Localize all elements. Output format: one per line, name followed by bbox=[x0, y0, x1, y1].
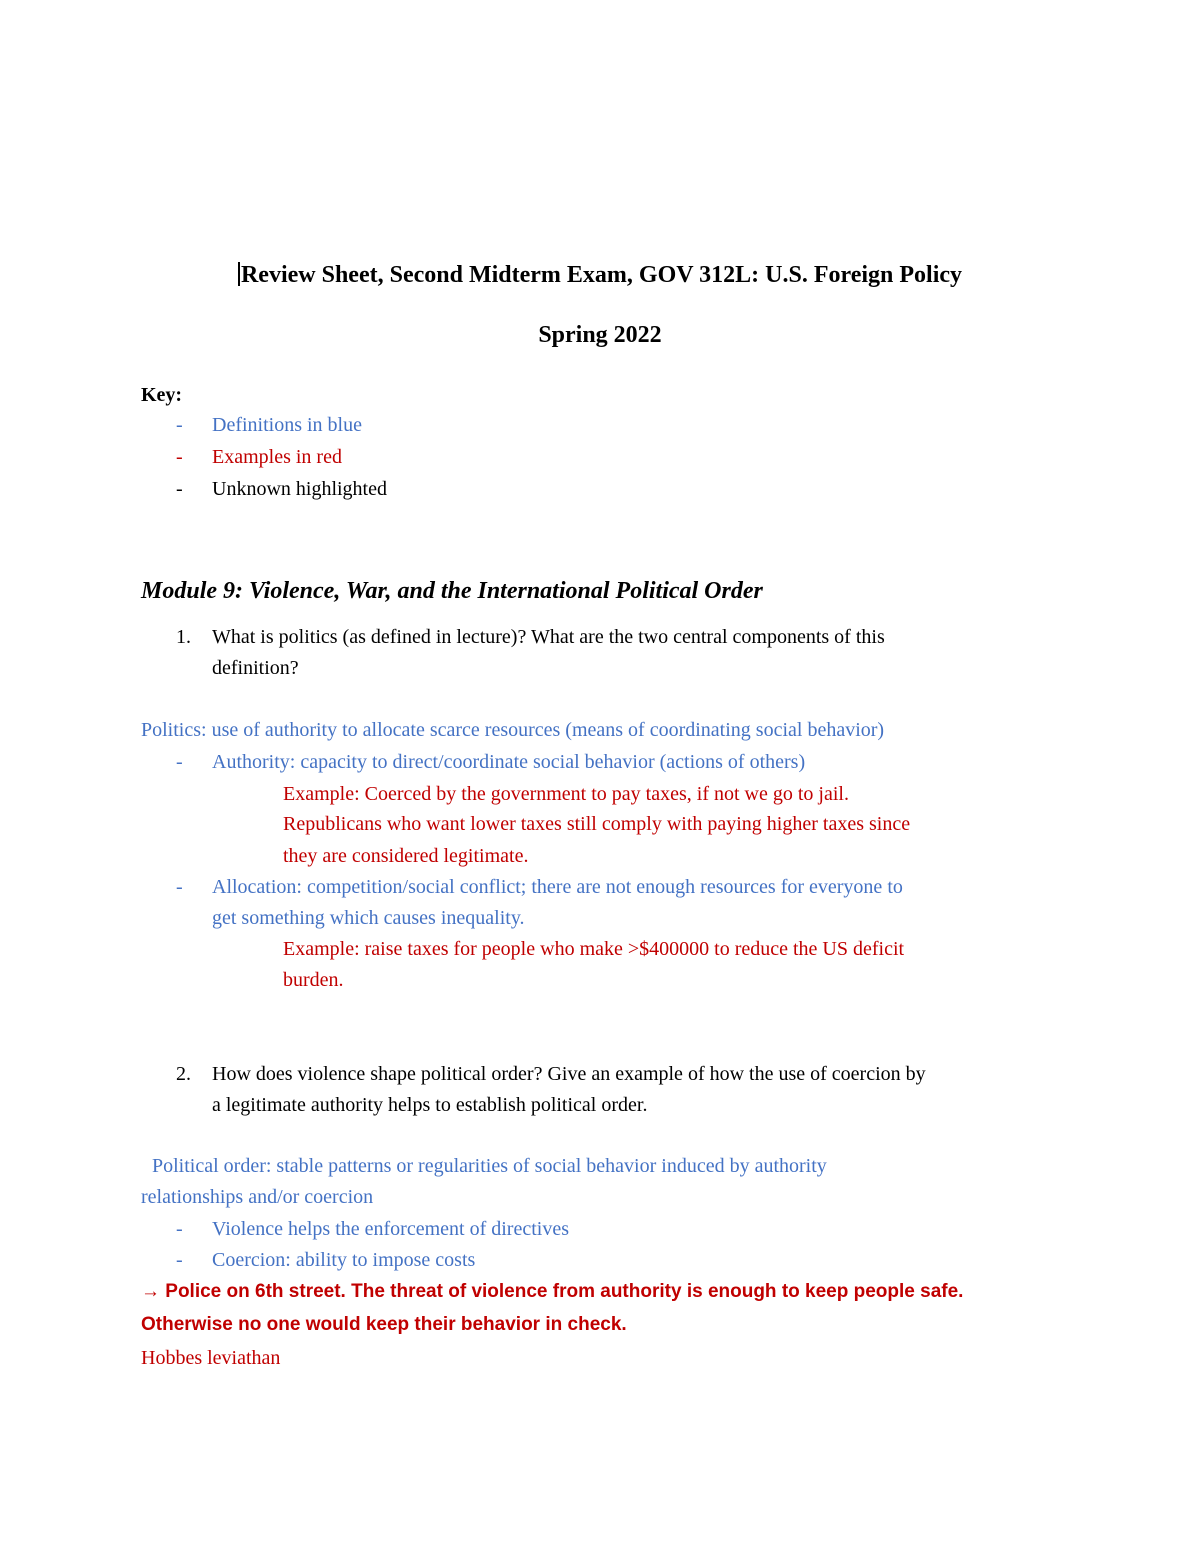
key-label: Key: bbox=[141, 384, 183, 406]
question-1-line-1: What is politics (as defined in lecture)? What are the two central components of this bbox=[212, 626, 885, 648]
bullet-dash: - bbox=[176, 1218, 183, 1240]
political-order-definition-line-1: Political order: stable patterns or regularities of social behavior induced by authority bbox=[152, 1155, 827, 1177]
authority-example-line-1: Example: Coerced by the government to pay taxes, if not we go to jail. bbox=[283, 783, 849, 805]
document-title: Review Sheet, Second Midterm Exam, GOV 312L: U.S. Foreign Policy bbox=[0, 262, 1200, 289]
bullet-dash: - bbox=[176, 751, 183, 773]
police-example-line-2: Otherwise no one would keep their behavior in check. bbox=[141, 1314, 627, 1335]
key-item-examples: Examples in red bbox=[212, 446, 342, 468]
coercion-bullet: Coercion: ability to impose costs bbox=[212, 1249, 476, 1271]
question-1-line-2: definition? bbox=[212, 657, 299, 679]
authority-example-line-3: they are considered legitimate. bbox=[283, 845, 529, 867]
key-item-definitions: Definitions in blue bbox=[212, 414, 362, 436]
violence-bullet: Violence helps the enforcement of directives bbox=[212, 1218, 569, 1240]
key-item-unknown: Unknown highlighted bbox=[212, 478, 387, 500]
bullet-dash: - bbox=[176, 478, 183, 500]
allocation-definition-line-2: get something which causes inequality. bbox=[212, 907, 525, 929]
bullet-dash: - bbox=[176, 1249, 183, 1271]
political-order-definition-line-2: relationships and/or coercion bbox=[141, 1186, 374, 1208]
bullet-dash: - bbox=[176, 446, 183, 468]
question-2-line-1: How does violence shape political order? Give an example of how the use of coercion by bbox=[212, 1063, 926, 1085]
hobbes-note: Hobbes leviathan bbox=[141, 1347, 281, 1369]
bullet-dash: - bbox=[176, 876, 183, 898]
allocation-definition-line-1: Allocation: competition/social conflict; there are not enough resources for everyone to bbox=[212, 876, 903, 898]
text-cursor bbox=[238, 262, 240, 286]
allocation-example-line-1: Example: raise taxes for people who make >$400000 to reduce the US deficit bbox=[283, 938, 905, 960]
politics-definition: Politics: use of authority to allocate scarce resources (means of coordinating social behavior) bbox=[141, 719, 885, 741]
bullet-dash: - bbox=[176, 414, 183, 436]
question-number: 1. bbox=[176, 626, 191, 648]
document-term: Spring 2022 bbox=[538, 322, 662, 348]
module-heading: Module 9: Violence, War, and the International Political Order bbox=[141, 578, 763, 604]
question-2-line-2: a legitimate authority helps to establish political order. bbox=[212, 1094, 648, 1116]
authority-definition: Authority: capacity to direct/coordinate social behavior (actions of others) bbox=[212, 751, 806, 773]
police-example-line-1: → Police on 6th street. The threat of violence from authority is enough to keep people safe. bbox=[141, 1281, 964, 1302]
authority-example-line-2: Republicans who want lower taxes still comply with paying higher taxes since bbox=[283, 813, 911, 835]
question-number: 2. bbox=[176, 1063, 191, 1085]
allocation-example-line-2: burden. bbox=[283, 969, 344, 991]
